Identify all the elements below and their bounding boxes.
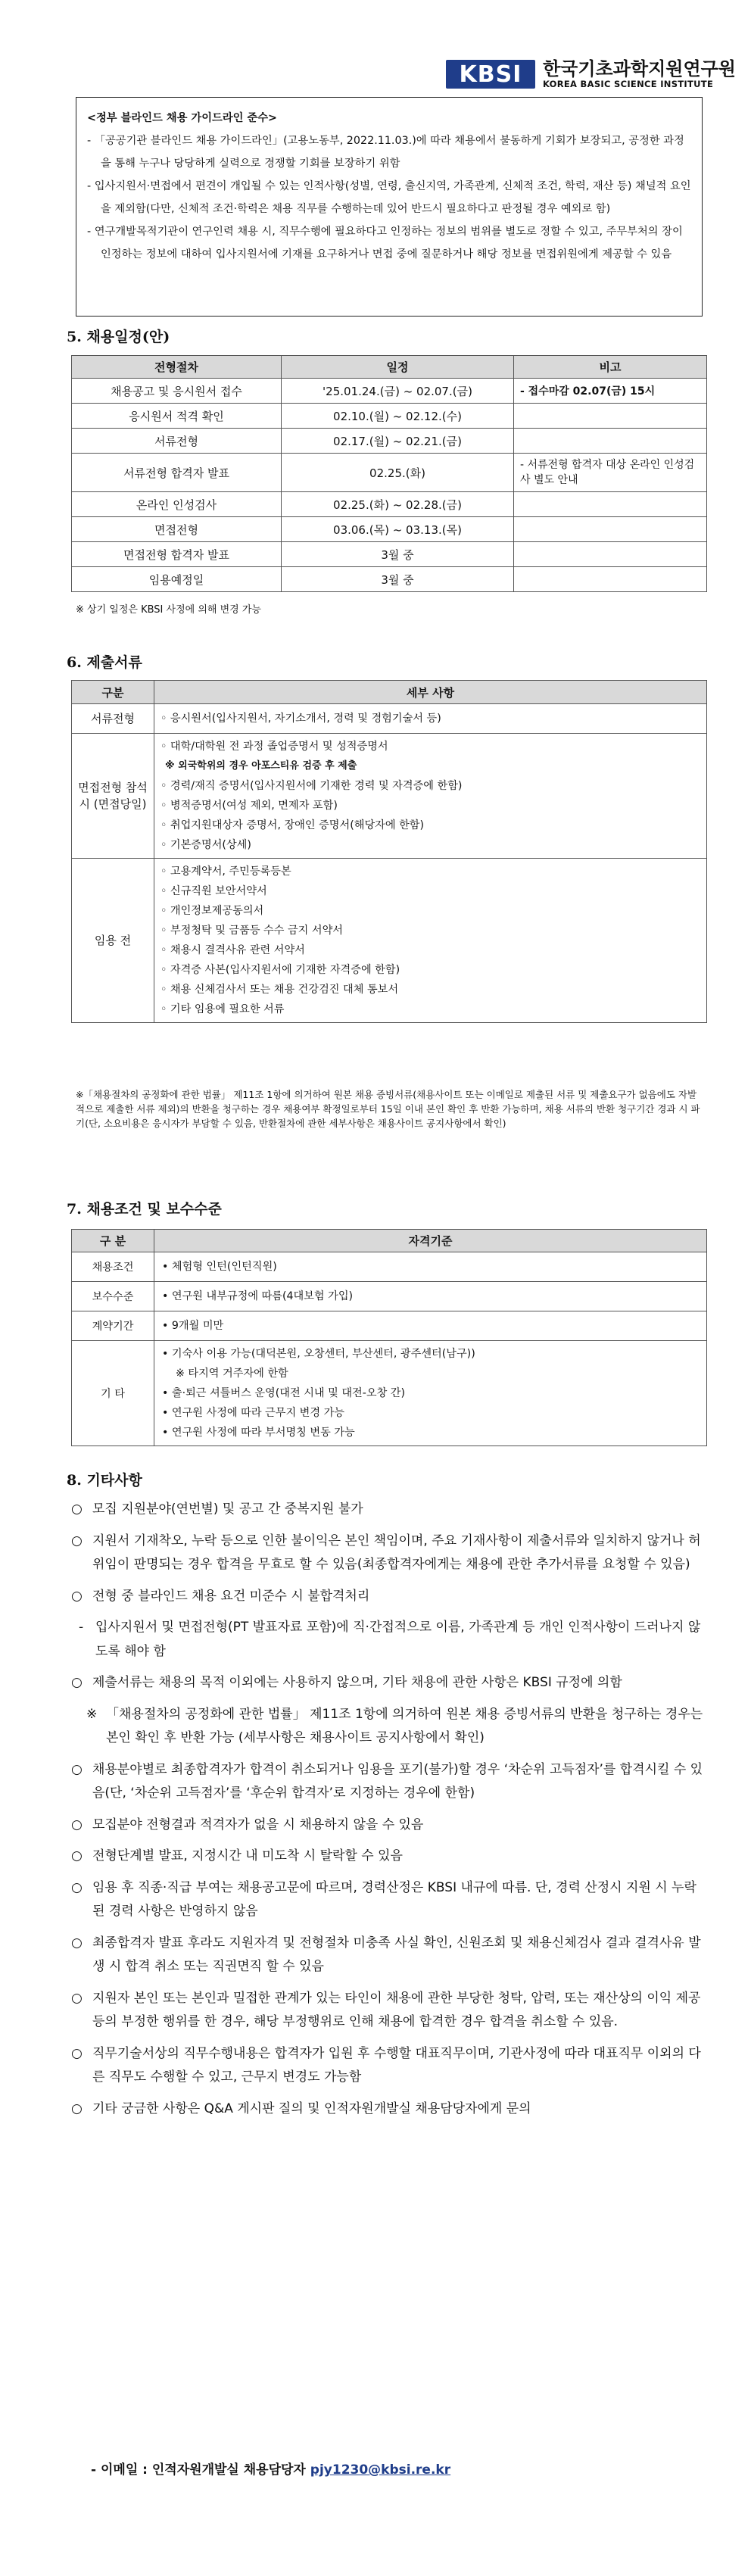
list-item: ◦ 병적증명서(여성 제외, 면제자 포함) <box>160 796 700 816</box>
step-cell: 임용예정일 <box>72 567 282 592</box>
schedule-table <box>71 355 707 592</box>
col-header: 자격기준 <box>154 1230 707 1252</box>
conditions-table <box>71 1229 707 1446</box>
note-cell <box>514 429 707 454</box>
category-cell: 면접전형 참석 시 (면접당일) <box>72 734 154 859</box>
blind-hiring-guideline-box <box>76 97 703 317</box>
list-item: ◦ 고용계약서, 주민등록등본 <box>160 862 700 881</box>
col-header: 일정 <box>282 356 514 379</box>
list-item: • 기숙사 이용 가능(대덕본원, 오창센터, 부산센터, 광주센터(남구)) <box>162 1348 475 1360</box>
kbsi-logo-mark: KBSI <box>446 60 535 89</box>
list-item: • 출·퇴근 셔틀버스 운영(대전 시내 및 대전-오창 간) <box>162 1387 406 1399</box>
note-cell <box>514 492 707 517</box>
list-item: ○ 지원서 기재착오, 누락 등으로 인한 불이익은 본인 책임이며, 주요 기재사항이 제출서류와 일치하지 않거나 허위임이 판명되는 경우 합격을 무효로 할 수 있음(최종합격자에게는 채용에 관한 추가서류를 요청할 수 있음) <box>71 1533 701 1572</box>
list-item: • 9개월 미만 <box>162 1320 224 1332</box>
guideline-title: <정부 블라인드 채용 가이드라인 준수> <box>87 112 278 124</box>
list-item: ◦ 기타 임용에 필요한 서류 <box>160 1000 700 1019</box>
list-item: ○ 지원자 본인 또는 본인과 밀접한 관계가 있는 타인이 채용에 관한 부당한 청탁, 압력, 또는 재산상의 이익 제공 등의 부정한 행위를 한 경우, 해당 부정행위로 인해 채용에 합격한 경우 합격을 취소할 수 있음. <box>71 1990 701 2029</box>
conditions-heading: 7. 채용조건 및 보수수준 <box>67 1201 222 1218</box>
list-item: ◦ 대학/대학원 전 과정 졸업증명서 및 성적증명서 <box>160 737 700 756</box>
list-item: ◦ 경력/재직 증명서(입사지원서에 기재한 경력 및 자격증에 한함) <box>160 776 700 796</box>
list-item: ◦ 기본증명서(상세) <box>160 835 700 855</box>
list-item: ◦ 자격증 사본(입사지원서에 기재한 자격증에 한함) <box>160 960 700 980</box>
note-cell <box>514 567 707 592</box>
list-item: ◦ 부정청탁 및 금품등 수수 금지 서약서 <box>160 921 700 940</box>
table-row <box>72 567 707 592</box>
logo-english-name: KOREA BASIC SCIENCE INSTITUTE <box>542 78 714 89</box>
list-item: • 연구원 내부규정에 따름(4대보험 가입) <box>162 1290 354 1302</box>
table-row <box>72 404 707 429</box>
list-item: • 연구원 사정에 따라 근무지 변경 가능 <box>162 1407 345 1419</box>
list-item: ※ 타지역 거주자에 한함 <box>176 1368 288 1380</box>
table-row <box>72 517 707 542</box>
list-item: ○ 모집분야 전형결과 적격자가 없을 시 채용하지 않을 수 있음 <box>71 1817 424 1832</box>
note-cell: - 접수마감 02.07(금) 15시 <box>514 379 707 404</box>
note-cell <box>514 542 707 567</box>
step-cell: 채용공고 및 응시원서 접수 <box>72 379 282 404</box>
guideline-item: - 연구개발목적기관이 연구인력 채용 시, 직무수행에 필요하다고 인정하는 정보의 범위를 별도로 정할 수 있고, 주무부처의 장이 인정하는 정보에 대하여 입사지원서에 기재를 요구하거나 면접 중에 질문하거나 해당 정보를 면접위원에게 제공할 수 있음 <box>87 226 683 260</box>
list-item: ○ 전형 중 블라인드 채용 요건 미준수 시 불합격처리 <box>71 1588 370 1604</box>
col-header: 세부 사항 <box>154 681 707 704</box>
logo-korean-name: 한국기초과학지원연구원 <box>542 58 736 80</box>
col-header: 구분 <box>72 681 154 704</box>
table-row <box>72 1311 707 1341</box>
table-row <box>72 1252 707 1282</box>
table-row <box>72 492 707 517</box>
list-item: ○ 제출서류는 채용의 목적 이외에는 사용하지 않으며, 기타 채용에 관한 사항은 KBSI 규정에 의함 <box>71 1675 622 1690</box>
list-item: - 입사지원서 및 면접전형(PT 발표자료 포함)에 직·간접적으로 이름, 가족관계 등 개인 인적사항이 드러나지 않도록 해야 함 <box>79 1620 701 1659</box>
list-item: ◦ 응시원서(입사지원서, 자기소개서, 경력 및 경험기술서 등) <box>160 709 700 728</box>
category-cell: 채용조건 <box>72 1252 154 1282</box>
schedule-heading: 5. 채용일정(안) <box>67 329 170 345</box>
note-cell: - 서류전형 합격자 대상 온라인 인성검사 별도 안내 <box>514 454 707 492</box>
date-cell: '25.01.24.(금) ~ 02.07.(금) <box>282 379 514 404</box>
table-row <box>72 859 707 1023</box>
table-row <box>72 379 707 404</box>
table-row <box>72 454 707 492</box>
documents-table <box>71 680 707 1023</box>
category-cell: 서류전형 <box>72 704 154 734</box>
date-cell: 03.06.(목) ~ 03.13.(목) <box>282 517 514 542</box>
list-item: • 연구원 사정에 따라 부서명칭 변동 가능 <box>162 1427 355 1439</box>
email-link[interactable]: pjy1230@kbsi.re.kr <box>310 2462 451 2478</box>
schedule-footnote: ※ 상기 일정은 KBSI 사정에 의해 변경 가능 <box>76 604 261 616</box>
table-row <box>72 1282 707 1311</box>
list-item: ◦ 신규직원 보안서약서 <box>160 881 700 901</box>
category-cell: 계약기간 <box>72 1311 154 1341</box>
etc-heading: 8. 기타사항 <box>67 1472 142 1489</box>
table-row <box>72 542 707 567</box>
step-cell: 응시원서 적격 확인 <box>72 404 282 429</box>
category-cell: 보수수준 <box>72 1282 154 1311</box>
date-cell: 02.25.(화) ~ 02.28.(금) <box>282 492 514 517</box>
documents-footnote: ※「채용절차의 공정화에 관한 법률」 제11조 1항에 의거하여 원본 채용 증빙서류(채용사이트 또는 이메일로 제출된 서류 및 제출요구가 없음에도 자발적으로 제출한 서류 제외)의 반환을 청구하는 경우 채용여부 확정일로부터 15일 이내 본인 확인 후 반환 가능하며, 채용 서류의 반환 청구기간 경과 시 파기(단, 소요비용은 응시자가 부담할 수 있음, 반환절차에 관한 세부사항은 채용사이트 공지사항에서 확인) <box>76 1089 700 1129</box>
note-cell <box>514 404 707 429</box>
step-cell: 온라인 인성검사 <box>72 492 282 517</box>
category-cell: 기 타 <box>72 1341 154 1446</box>
guideline-item: - 「공공기관 블라인드 채용 가이드라인」(고용노동부, 2022.11.03.)에 따라 채용에서 불동하게 기회가 보장되고, 공정한 과정을 통해 누구나 당당하게 실력으로 경쟁할 기회를 보장하기 위함 <box>87 135 684 170</box>
step-cell: 면접전형 합격자 발표 <box>72 542 282 567</box>
list-item: ◦ 채용 신체검사서 또는 채용 건강검진 대체 통보서 <box>160 980 700 1000</box>
step-cell: 면접전형 <box>72 517 282 542</box>
list-item: ○ 채용분야별로 최종합격자가 합격이 취소되거나 임용을 포기(불가)할 경우 ‘차순위 고득점자’를 합격시킬 수 있음(단, ‘차순위 고득점자’를 ‘후순위 합격자’로 지정하는 경우에 한함) <box>71 1761 703 1801</box>
list-item: ◦ 채용시 결격사유 관련 서약서 <box>160 940 700 960</box>
documents-heading: 6. 제출서류 <box>67 654 142 671</box>
list-item: ※ 「채용절차의 공정화에 관한 법률」 제11조 1항에 의거하여 원본 채용 증빙서류의 반환을 청구하는 경우는 본인 확인 후 반환 가능 (세부사항은 채용사이트 공지사항에서 확인) <box>86 1706 703 1745</box>
date-cell: 02.10.(월) ~ 02.12.(수) <box>282 404 514 429</box>
list-item: ※ 외국학위의 경우 아포스티유 검증 후 제출 <box>165 760 357 772</box>
table-row <box>72 1341 707 1446</box>
table-row <box>72 429 707 454</box>
col-header: 구 분 <box>72 1230 154 1252</box>
list-item: ○ 임용 후 직종·직급 부여는 채용공고문에 따르며, 경력산정은 KBSI 내규에 따름. 단, 경력 산정시 지원 시 누락된 경력 사항은 반영하지 않음 <box>71 1879 696 1919</box>
list-item: ○ 전형단계별 발표, 지정시간 내 미도착 시 탈락할 수 있음 <box>71 1848 403 1863</box>
list-item: ◦ 취업지원대상자 증명서, 장애인 증명서(해당자에 한함) <box>160 816 700 835</box>
step-cell: 서류전형 합격자 발표 <box>72 454 282 492</box>
list-item: ○ 직무기술서상의 직무수행내용은 합격자가 입원 후 수행할 대표직무이며, 기관사정에 따라 대표직무 이외의 다른 직무도 수행할 수 있고, 근무지 변경도 가능함 <box>71 2045 701 2085</box>
table-row <box>72 704 707 734</box>
col-header: 비고 <box>514 356 707 379</box>
list-item: ○ 기타 궁금한 사항은 Q&A 게시판 질의 및 인적자원개발실 채용담당자에게 문의 <box>71 2100 531 2116</box>
table-row <box>72 734 707 859</box>
list-item: ○ 모집 지원분야(연번별) 및 공고 간 중복지원 불가 <box>71 1502 363 1517</box>
date-cell: 3월 중 <box>282 542 514 567</box>
email-label: - 이메일 : 인적자원개발실 채용담당자 <box>91 2462 306 2478</box>
guideline-item: - 입사지원서·면접에서 편견이 개입될 수 있는 인적사항(성별, 연령, 출신지역, 가족관계, 신체적 조건, 학력, 재산 등) 채널적 요인을 제외함(다만, 신체적 조건·학력은 채용 직무를 수행하는데 있어 반드시 필요하다고 판정될 경우 예외로 함) <box>87 180 691 215</box>
contact-email-line <box>91 2459 450 2478</box>
list-item: ○ 최종합격자 발표 후라도 지원자격 및 전형절차 미충족 사실 확인, 신원조회 및 채용신체검사 결과 결격사유 발생 시 합격 취소 또는 직권면직 할 수 있음 <box>71 1935 701 1974</box>
list-item: • 체험형 인턴(인턴직원) <box>162 1261 277 1273</box>
list-item: ◦ 개인정보제공동의서 <box>160 901 700 921</box>
date-cell: 02.17.(월) ~ 02.21.(금) <box>282 429 514 454</box>
etc-list <box>71 1498 707 2128</box>
col-header: 전형절차 <box>72 356 282 379</box>
date-cell: 3월 중 <box>282 567 514 592</box>
date-cell: 02.25.(화) <box>282 454 514 492</box>
category-cell: 임용 전 <box>72 859 154 1023</box>
step-cell: 서류전형 <box>72 429 282 454</box>
kbsi-logo <box>446 58 736 91</box>
note-cell <box>514 517 707 542</box>
